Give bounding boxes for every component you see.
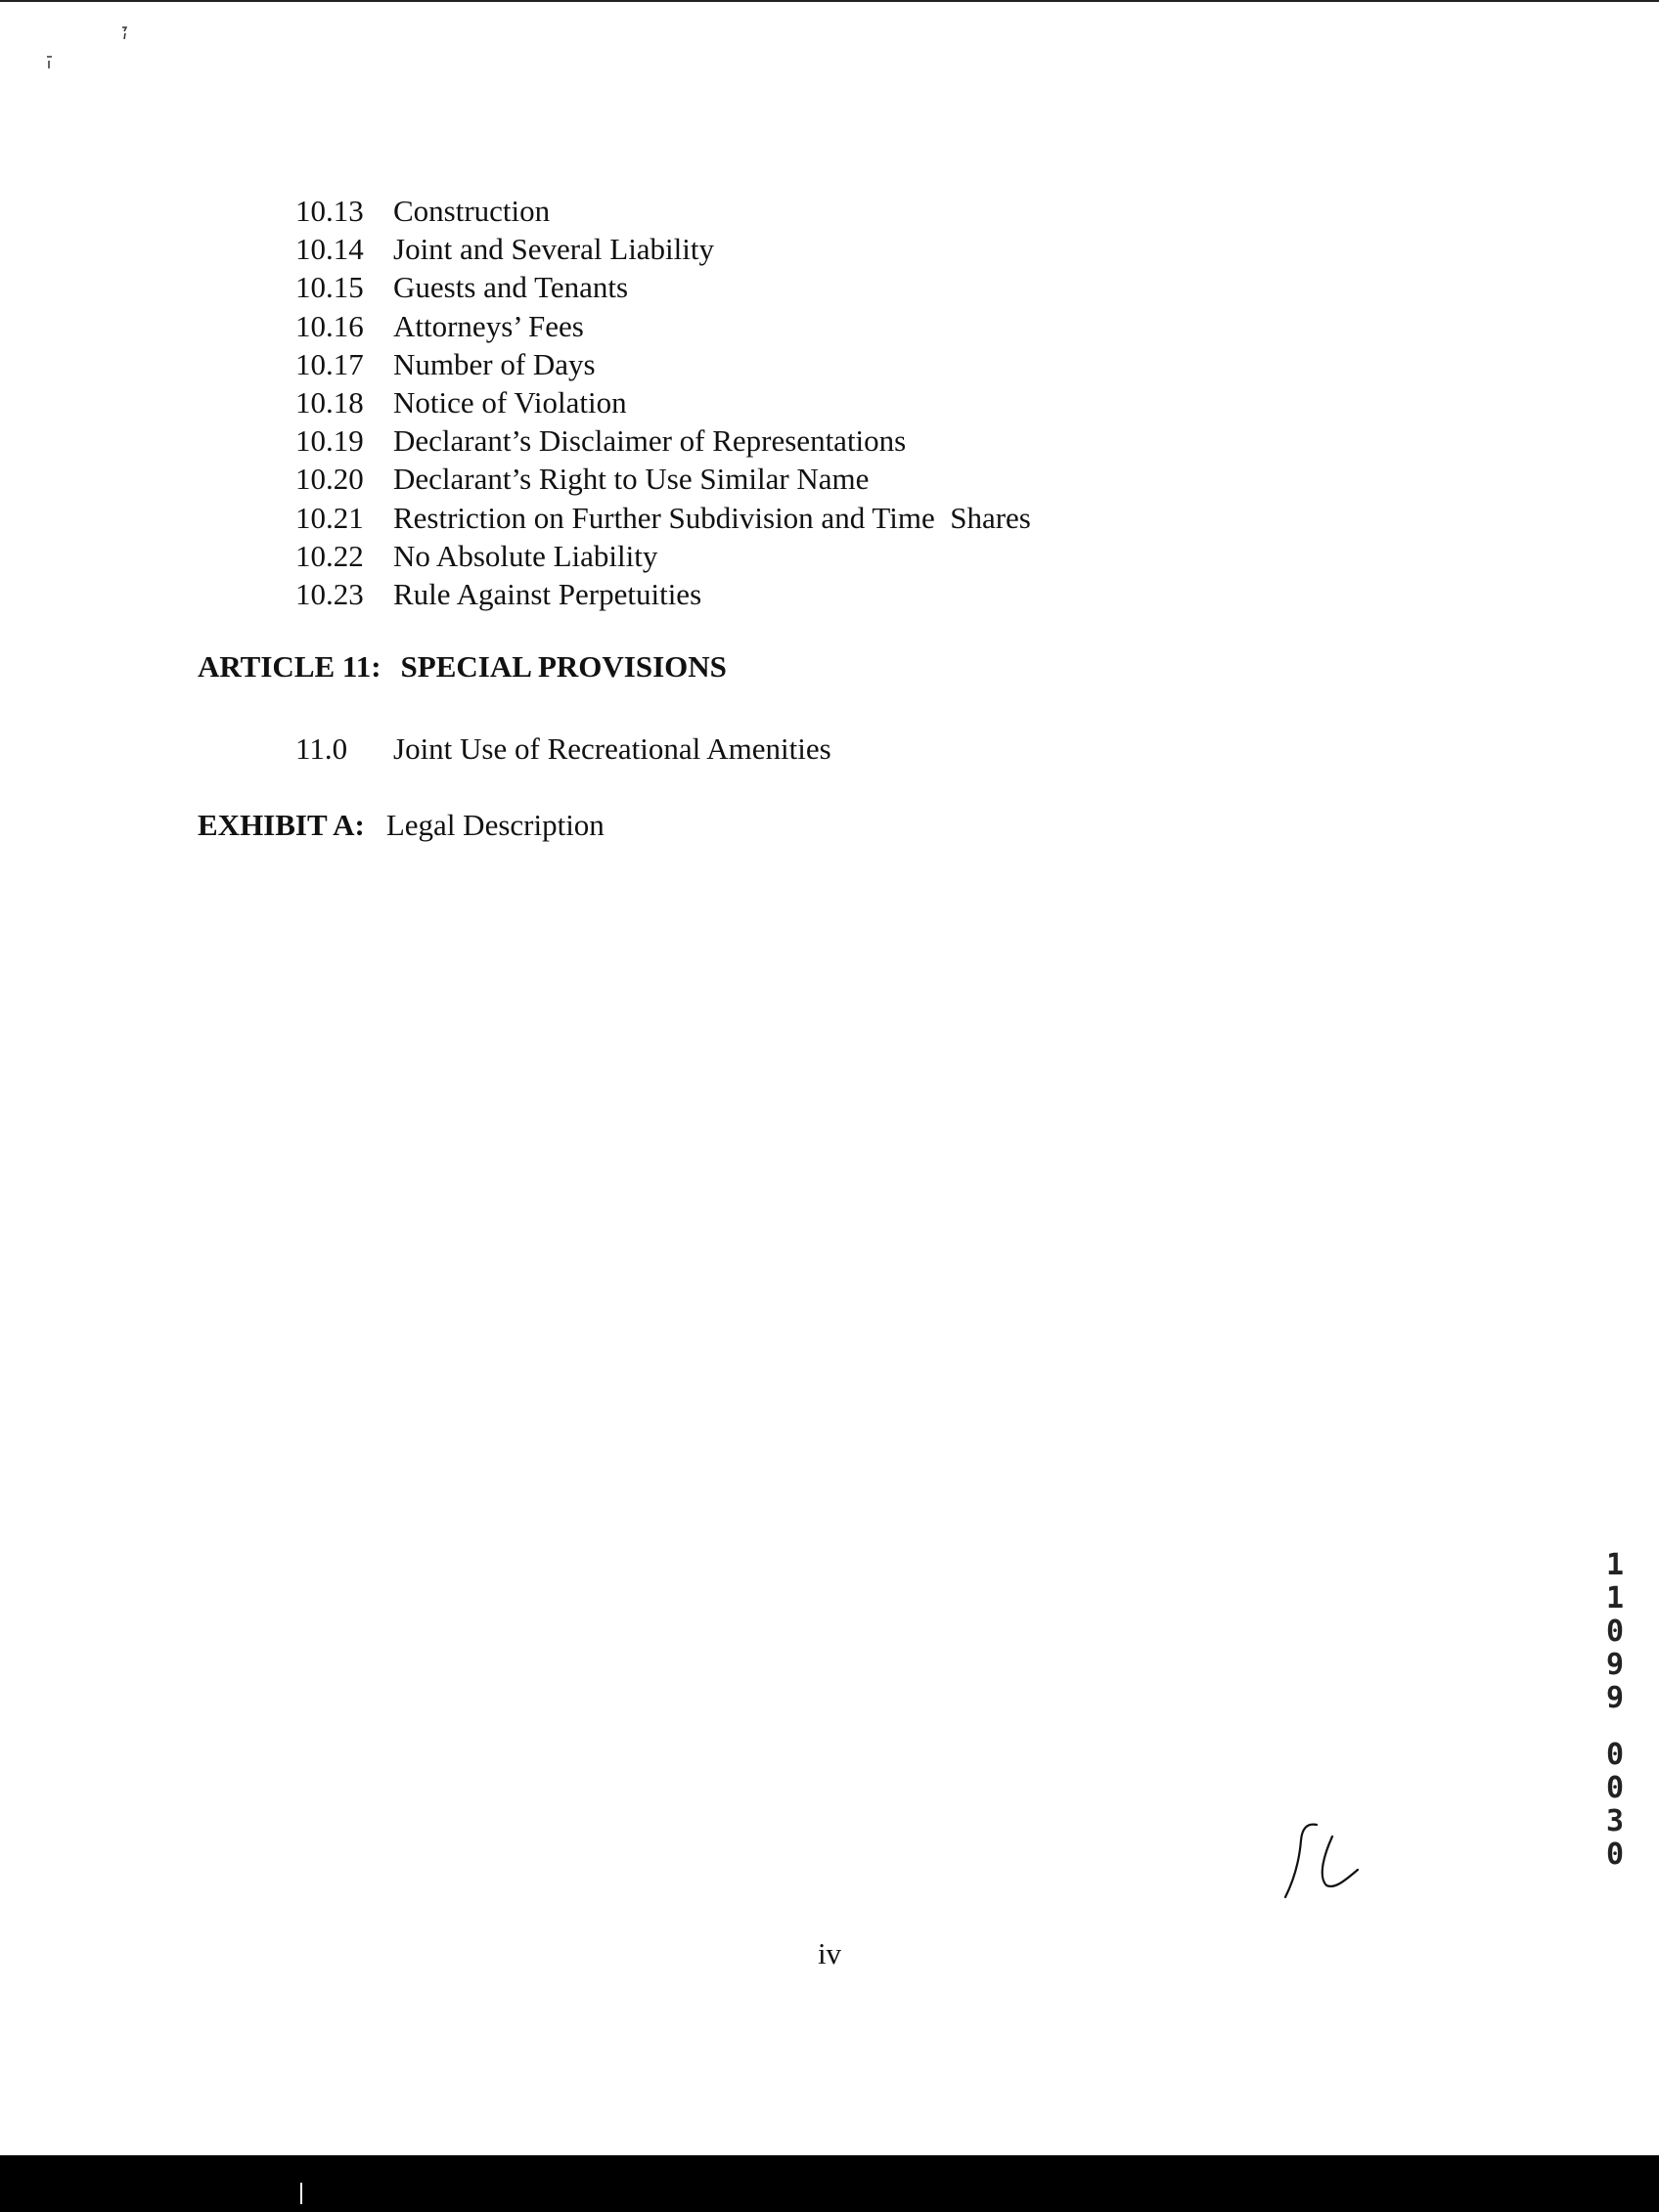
toc-item-number: 10.14 (295, 232, 364, 267)
exhibit-label: EXHIBIT A: (198, 808, 365, 842)
toc-item-number: 10.19 (295, 423, 364, 459)
toc-item-number: 10.16 (295, 308, 364, 343)
stamp-digit: 1 (1605, 1548, 1625, 1582)
toc-item-title: Restriction on Further Subdivision and Time Shares (393, 500, 1031, 535)
toc-item-title: Rule Against Perpetuities (393, 576, 702, 611)
toc-item-title: Number of Days (393, 346, 596, 381)
toc-row (295, 307, 1274, 345)
scan-specks (39, 22, 147, 80)
toc-item-number: 10.13 (295, 194, 364, 228)
stamp-digit: 9 (1605, 1681, 1625, 1715)
article-item (295, 730, 831, 768)
stamp-gap (1600, 1715, 1630, 1739)
toc-row (295, 499, 1274, 537)
stamp-digit: 0 (1605, 1615, 1625, 1649)
toc-item-number: 10.20 (295, 462, 364, 497)
article-heading (198, 649, 727, 685)
stamp-digit: 0 (1605, 1771, 1625, 1805)
toc-row (295, 383, 1274, 421)
stamp-digit: 0 (1605, 1837, 1625, 1872)
scan-bottom-tick (300, 2183, 302, 2204)
toc-row (295, 537, 1274, 575)
toc-item-title: Declarant’s Right to Use Similar Name (393, 462, 870, 497)
stamp-digit: 1 (1605, 1581, 1625, 1615)
stamp-digit: 0 (1605, 1738, 1625, 1772)
toc-row (295, 575, 1274, 613)
scan-bottom-band (0, 2155, 1659, 2212)
page-number: iv (817, 1936, 842, 1970)
handwritten-initials (1272, 1807, 1379, 1905)
toc-item-title: Notice of Violation (393, 384, 627, 420)
toc-item-title: Guests and Tenants (393, 270, 629, 305)
toc-item-title: Attorneys’ Fees (393, 308, 584, 343)
article-title: SPECIAL PROVISIONS (400, 649, 727, 684)
toc-row (295, 230, 1274, 268)
toc-row (295, 345, 1274, 383)
toc-item-number: 10.21 (295, 500, 364, 535)
toc-item-title: Joint and Several Liability (393, 232, 715, 267)
article-label: ARTICLE 11: (198, 649, 381, 684)
toc-item-number: 11.0 (295, 731, 348, 766)
toc-item-title: Joint Use of Recreational Amenities (393, 731, 831, 766)
toc-item-number: 10.18 (295, 384, 364, 420)
toc-row (295, 421, 1274, 460)
toc-item-number: 10.23 (295, 576, 364, 611)
toc-row (295, 192, 1274, 230)
toc-list (295, 192, 1274, 613)
stamp-digit: 9 (1605, 1648, 1625, 1682)
exhibit-title: Legal Description (385, 808, 605, 842)
toc-row (295, 268, 1274, 306)
stamp-digit: 3 (1605, 1804, 1625, 1838)
toc-item-title: No Absolute Liability (393, 538, 658, 573)
toc-item-title: Construction (393, 194, 551, 228)
document-stamp-number (1600, 1549, 1630, 1872)
toc-item-number: 10.22 (295, 538, 364, 573)
exhibit-entry (198, 806, 605, 844)
toc-item-number: 10.15 (295, 270, 364, 305)
toc-item-title: Declarant’s Disclaimer of Representations (393, 423, 907, 459)
scan-top-edge (0, 0, 1659, 2)
toc-item-number: 10.17 (295, 346, 364, 381)
toc-row (295, 460, 1274, 498)
